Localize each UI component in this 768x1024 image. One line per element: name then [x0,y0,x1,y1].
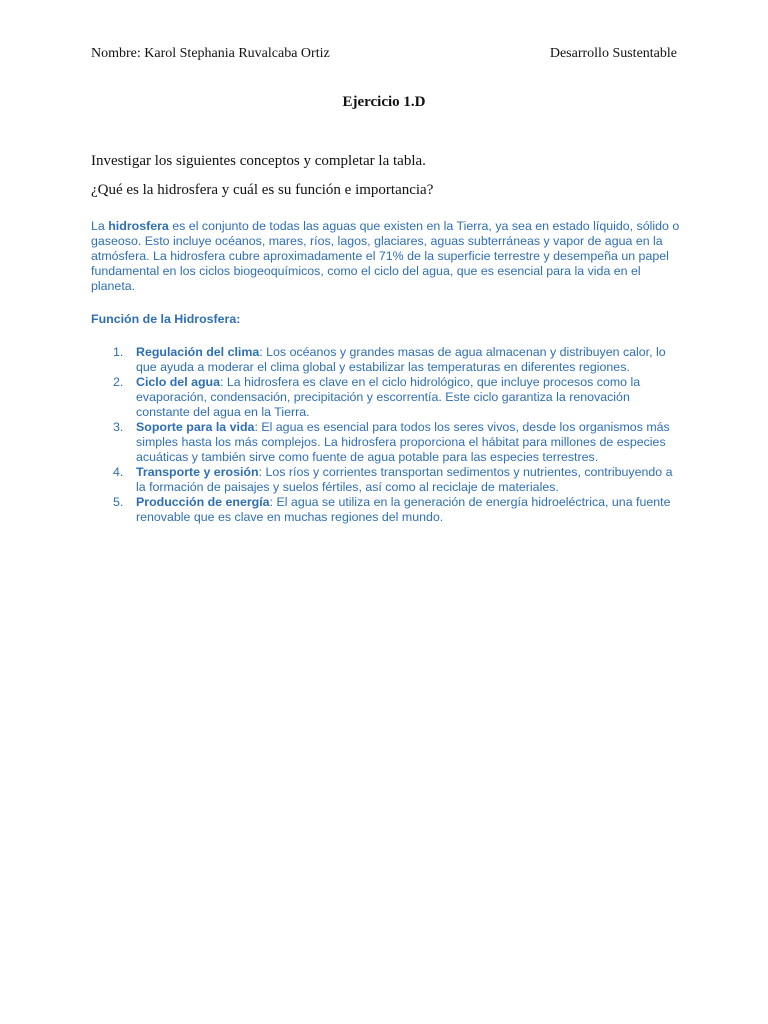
list-item [91,465,681,495]
list-text: : El agua se utiliza en la generación de energía hidroeléctrica, una fuente renovable que es clave en muchas regiones del mundo. [136,495,671,524]
list-number: 4. [113,465,124,479]
page-title: Ejercicio 1.D [342,94,426,110]
function-list [91,345,681,525]
list-number: 3. [113,420,124,434]
list-number: 1. [113,345,124,359]
question: ¿Qué es la hidrosfera y cuál es su función e importancia? [91,182,434,198]
list-text: : Los océanos y grandes masas de agua almacenan y distribuyen calor, lo que ayuda a moderar el clima global y estabilizar las temperaturas en diferentes regiones. [136,345,666,374]
list-term: Regulación del clima [136,345,260,359]
instructions: Investigar los siguientes conceptos y completar la tabla. [91,153,426,169]
intro-term: hidrosfera [108,219,169,233]
intro-prefix: La [91,219,109,233]
list-number: 5. [113,495,124,509]
intro-paragraph [91,219,681,294]
list-term: Soporte para la vida [136,420,255,434]
list-item [91,420,681,465]
subject-name: Desarrollo Sustentable [549,46,677,61]
list-item [91,375,681,420]
list-term: Producción de energía [136,495,270,509]
list-item [91,495,681,525]
list-text: : La hidrosfera es clave en el ciclo hidrológico, que incluye procesos como la evaporación, condensación, precipitación y escorrentía. Este ciclo garantiza la renovación constante del agua en la Tierra. [136,375,641,419]
list-term: Transporte y erosión [136,465,259,479]
function-title: Función de la Hidrosfera: [91,312,241,326]
list-term: Ciclo del agua [136,375,220,389]
student-name: Nombre: Karol Stephania Ruvalcaba Ortiz [91,46,330,61]
list-item [91,345,681,375]
list-number: 2. [113,375,124,389]
list-text: : El agua es esencial para todos los seres vivos, desde los organismos más simples hasta los más complejos. La hidrosfera proporciona el hábitat para millones de especies acuáticas y también sirve como fuente de agua potable para las especies terrestres. [136,420,670,464]
intro-text: es el conjunto de todas las aguas que existen en la Tierra, ya sea en estado líquido, sólido o gaseoso. Esto incluye océanos, mares, ríos, lagos, glaciares, aguas subterráneas y vapor de agua en la atmósfera. La hidrosfera cubre aproximadamente el 71% de la superficie terrestre y desempeña un papel fundamental en los ciclos biogeoquímicos, como el ciclo del agua, que es esencial para la vida en el planeta. [91,219,680,293]
list-text: : Los ríos y corrientes transportan sedimentos y nutrientes, contribuyendo a la formación de paisajes y suelos fértiles, así como al reciclaje de materiales. [136,465,673,494]
